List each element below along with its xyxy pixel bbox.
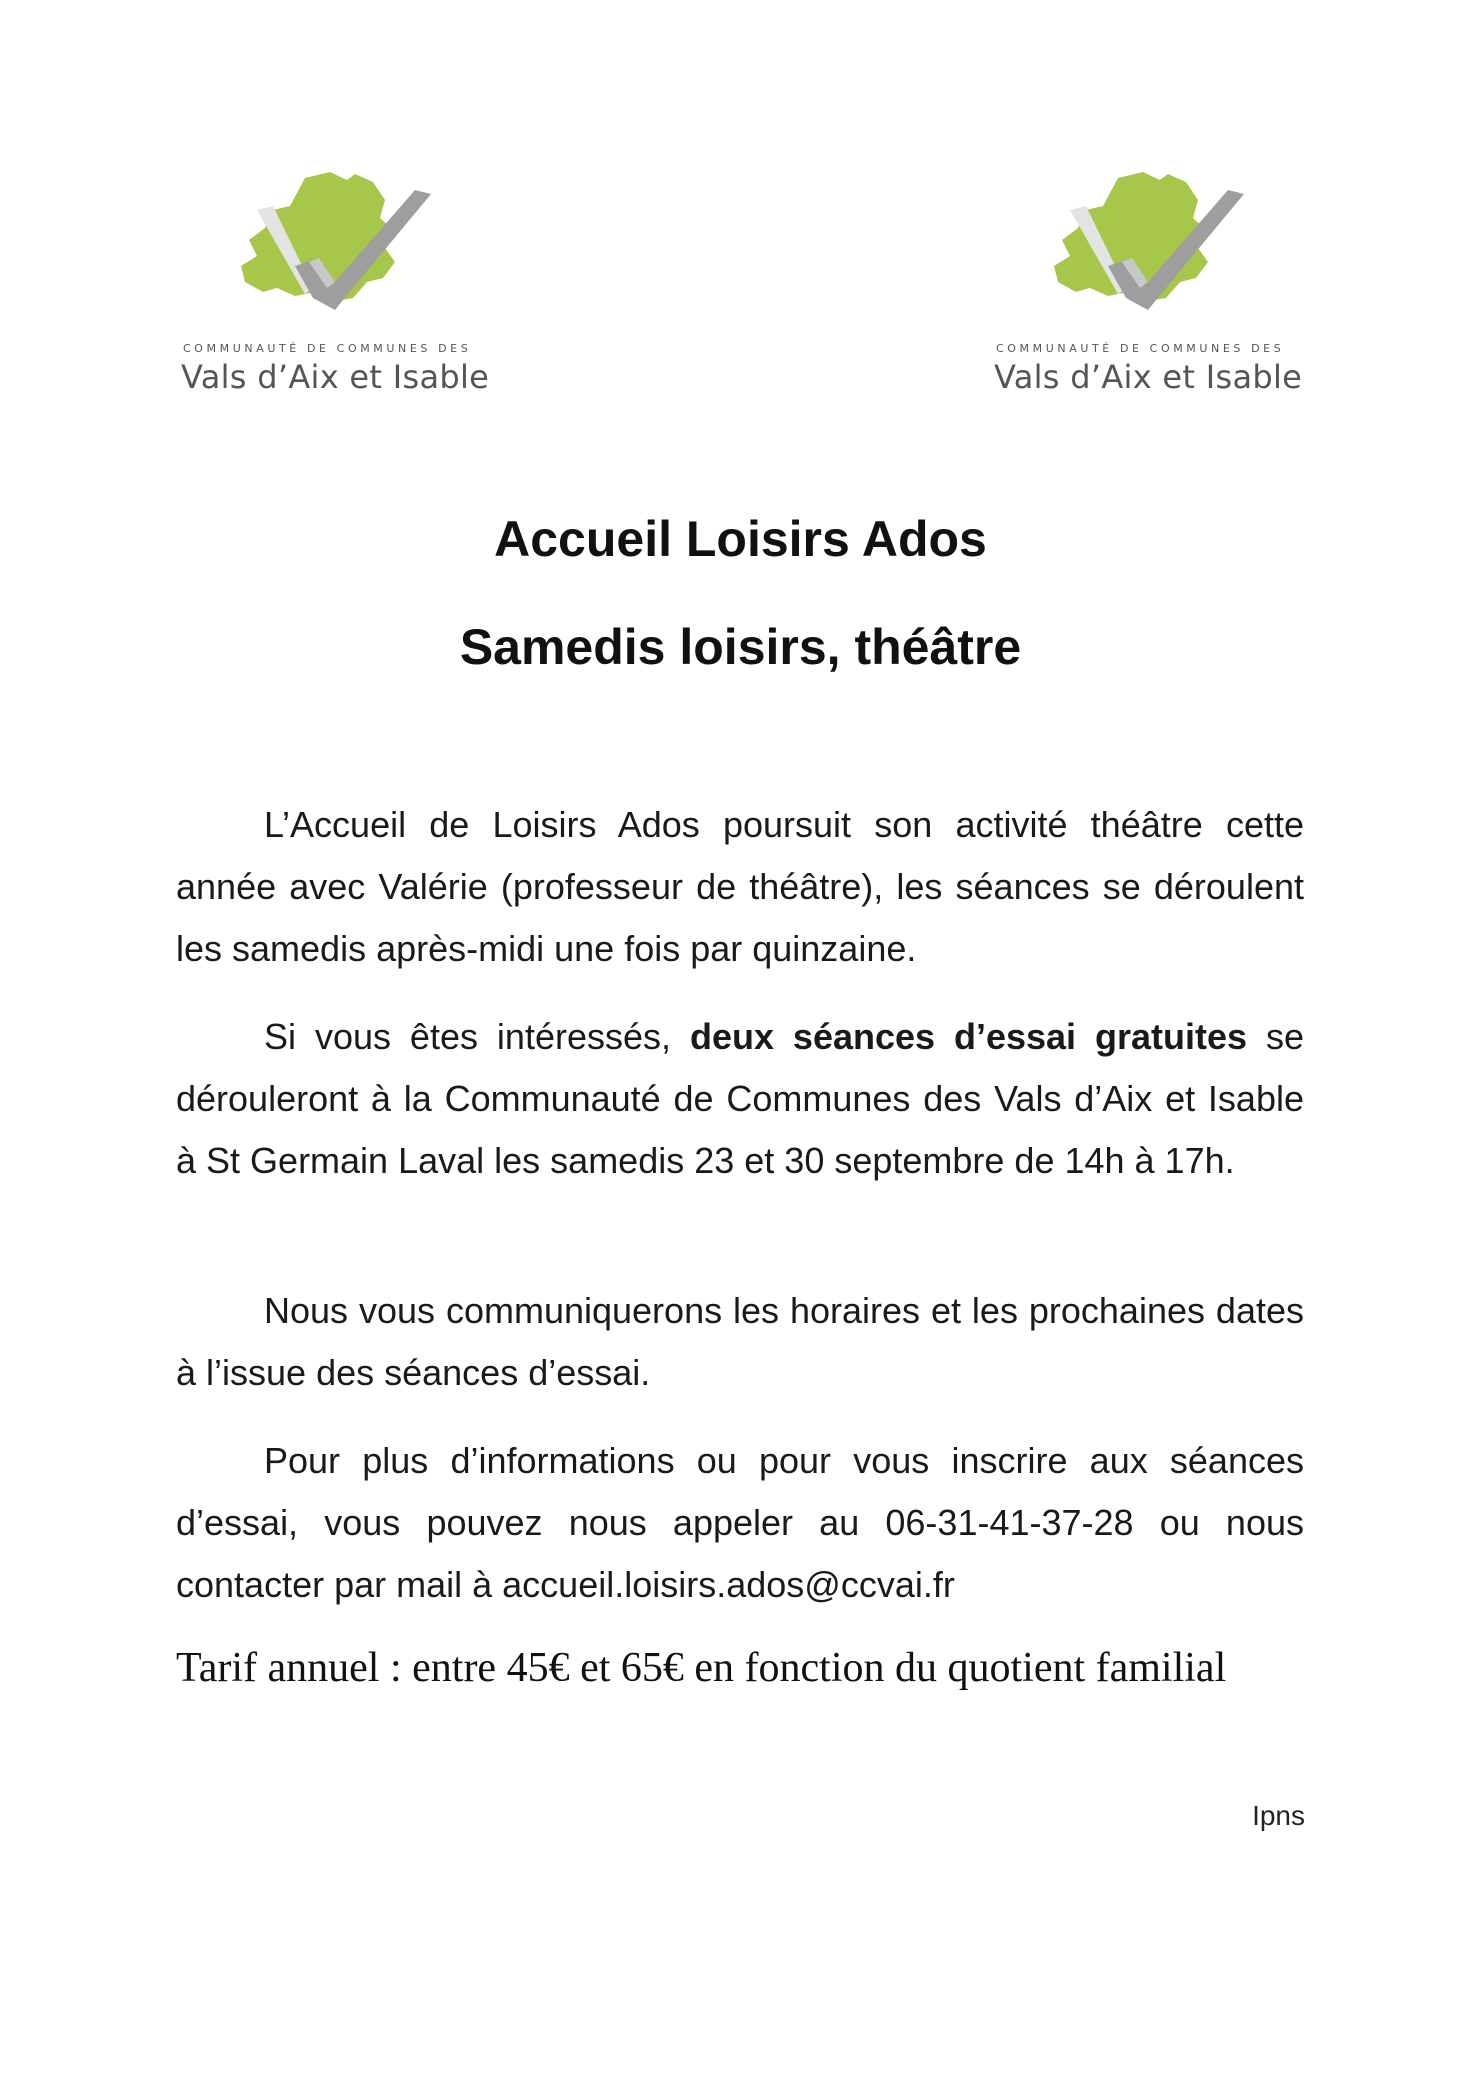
paragraph-intro: L’Accueil de Loisirs Ados poursuit son activité théâtre cette année avec Valérie (professeur de théâtre), les séances se déroulent les samedis après-midi une fois par quinzaine. [176,804,1304,969]
page-title: Accueil Loisirs Ados [494,511,987,567]
tarif-line: Tarif annuel : entre 45€ et 65€ en fonction du quotient familial [176,1645,1227,1691]
paragraph-schedule: Nous vous communiquerons les horaires et les prochaines dates à l’issue des séances d’essai. [176,1290,1304,1393]
logo-left [175,170,515,400]
paragraph-trial-sessions [176,1006,1304,1192]
map-check-logo-icon [1048,170,1258,315]
paragraph-trial-text-end: se dérouleront à la Communauté de Communes des Vals d’Aix et Isable à St Germain Laval les samedis 23 et 30 septembre de 14h à 17h. [176,1016,1305,1181]
logo-org-name: Vals d’Aix et Isable [994,358,1303,396]
logo-org-name: Vals d’Aix et Isable [181,358,490,396]
map-check-logo-icon [235,170,445,315]
logo-tagline: COMMUNAUTÉ DE COMMUNES DES [183,342,472,355]
paragraph-trial-text-start: Si vous êtes intéressés, [264,1016,690,1057]
page-subtitle: Samedis loisirs, théâtre [459,619,1022,675]
logo-tagline: COMMUNAUTÉ DE COMMUNES DES [996,342,1285,355]
footer-ipns: Ipns [1252,1800,1305,1831]
paragraph-contact: Pour plus d’informations ou pour vous inscrire aux séances d’essai, vous pouvez nous appeler au 06-31-41-37-28 ou nous contacter par mail à accueil.loisirs.ados@ccvai.fr [176,1440,1304,1605]
paragraph-trial-highlight: deux séances d’essai gratuites [689,1016,1248,1057]
logo-right [988,170,1328,400]
